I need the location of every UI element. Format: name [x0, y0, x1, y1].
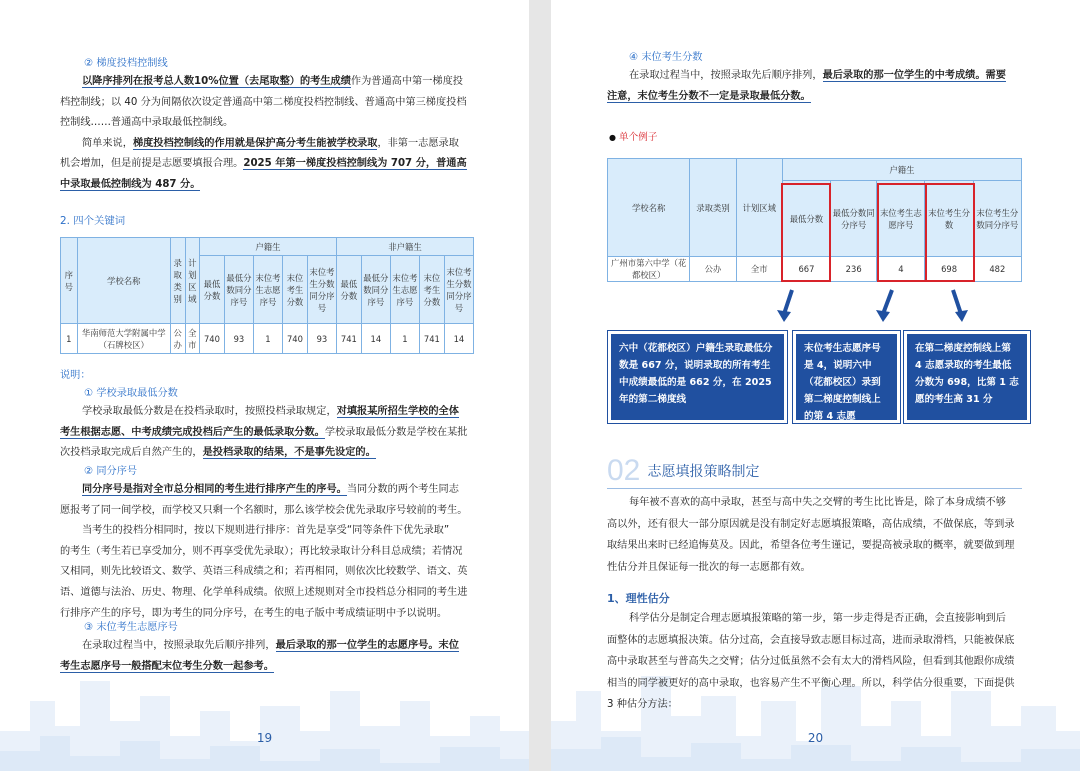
arrow-down-icon: [947, 288, 971, 324]
th-sub: 末位考生志愿序号: [253, 256, 282, 324]
keyword-4-paragraph: 在录取过程当中，按照录取先后顺序排列，最后录取的那一位学生的中考成绩。需要 注意，末位考生分数不一定是录取最低分数。: [607, 70, 1006, 102]
cell: 4: [877, 257, 925, 282]
keyword-2-paragraph: 同分序号是指对全市总分相同的考生进行排序产生的序号。当同分数的两个考生同志 愿报考了同一间学校，而学校又只剩一个名额时，那么该学校会优先录取序号较前的考生。 当考生的投档分相同时，按以下规则进行排序：首先是享受“同等条件下优先录取” 的考生（考生若已享受加分，则不再享受优先录取）；再比较录取计分科目总成绩；若情况 又相同，则先比较语文、数学、英语三科成绩之和；若再相同，则依次比较数学、语文、英 语、道德与法治、历史、物理、化学单科成绩。依照上述规则对全市投档总分相同的考生进 行排序产生的序号，即为考生的同分序号，在考生的电子版中考成绩证明中予以说明。: [60, 484, 468, 619]
section-number: 02: [607, 454, 641, 487]
keyword-4-heading: ④ 末位考生分数: [629, 52, 703, 63]
arrow-down-icon: [874, 288, 898, 324]
estimate-paragraph: 科学估分是制定合理志愿填报策略的第一步，第一步走得是否正确，会直接影响到后 面整体的志愿填报决策。估分过高，会直接导致志愿目标过高，进而录取滑档，只能被保底 高中录取甚至与普高失之交臂；估分过低虽然不会有太大的滑档风险，但看到其他跟你成绩 相当的同学被更好的高中录取，也容易产生不平衡心理。所以，科学估分很重要，下面提供 3 种估分方法：: [607, 613, 1015, 710]
th-area: 计划区域: [185, 238, 200, 324]
strategy-paragraph: 每年被不喜欢的高中录取，甚至与高中失之交臂的考生比比皆是，除了本身成绩不够 高以外，还有很大一部分原因就是没有制定好志愿填报策略，高估成绩，不做保底，等到录 取结果出来时已经追悔莫及。因此，希望各位考生谨记，要提高被录取的概率，就要做到理 性估分并且保证每一批次的每一志愿都有效。: [607, 497, 1015, 573]
th-sub: 末位考生分数: [925, 181, 973, 257]
cell: 741: [419, 324, 444, 354]
th-local: 户籍生: [782, 159, 1021, 181]
th-sub: 末位考生分数: [283, 256, 308, 324]
section-heading-gradient-line: ② 梯度投档控制线: [84, 58, 168, 69]
th-sub: 末位考生志愿序号: [390, 256, 419, 324]
cell: 698: [925, 257, 973, 282]
right-page: [551, 0, 1080, 771]
th-sub: 最低分数同分序号: [831, 181, 877, 257]
th-sub: 末位考生分数同分序号: [444, 256, 473, 324]
th-type: 录取类别: [170, 238, 185, 324]
arrow-down-icon: [776, 288, 800, 324]
cell: 1: [390, 324, 419, 354]
th-sub: 最低分数同分序号: [361, 256, 390, 324]
callout-min-score: 六中（花都校区）户籍生录取最低分数是 667 分，说明录取的所有考生中成绩最低的是 662 分，在 2025 年的第二梯度线: [611, 334, 784, 420]
th-sub: 最低分数: [336, 256, 361, 324]
keyword-2-heading: ② 同分序号: [84, 466, 138, 477]
keywords-heading: 2. 四个关键词: [60, 215, 126, 227]
cell: 1: [253, 324, 282, 354]
th-school: 学校名称: [77, 238, 170, 324]
cell: 全市: [185, 324, 200, 354]
page-number: 19: [256, 731, 273, 745]
th-type: 录取类别: [690, 159, 736, 257]
th-local: 户籍生: [200, 238, 337, 256]
cell: 14: [361, 324, 390, 354]
th-area: 计划区域: [736, 159, 782, 257]
example-label: ● 单个例子: [609, 132, 658, 143]
bullet-icon: ●: [609, 133, 616, 142]
cell-school: 华南师范大学附属中学（石牌校区）: [77, 324, 170, 354]
cell: 667: [782, 257, 830, 282]
gradient-line-paragraph: 以降序排列在报考总人数10%位置（去尾取整）的考生成绩作为普通高中第一梯度投 档控制线；以 40 分为间隔依次设定普通高中第二梯度投档控制线、普通高中第三梯度投档 控制线……普通高中录取最低控制线。 简单来说，梯度投档控制线的作用就是保护高分考生能被学校录取，非第一志愿录取 机会增加，但是前提是志愿要填报合理。2025 年第一梯度投档控制线为 707 分，普通高 中录取最低控制线为 487 分。: [60, 76, 467, 190]
highlight-min-score: [781, 183, 831, 282]
th-sub: 最低分数同分序号: [224, 256, 253, 324]
cell: 236: [831, 257, 877, 282]
th-sub: 末位考生分数同分序号: [307, 256, 336, 324]
cell: 740: [200, 324, 225, 354]
keyword-1-paragraph: 学校录取最低分数是在投档录取时，按照投档录取规定，对填报某所招生学校的全体 考生根据志愿、中考成绩完成投档后产生的最低录取分数。学校录取最低分数是学校在某批 次投档录取完成后自然产生的，是投档录取的结果，不是事先设定的。: [60, 406, 468, 459]
left-page: [0, 0, 529, 771]
cell: 14: [444, 324, 473, 354]
keyword-3-paragraph: 在录取过程当中，按照录取先后顺序排列，最后录取的那一位学生的志愿序号。末位 考生志愿序号一般搭配末位考生分数一起参考。: [60, 640, 459, 672]
cell: 93: [224, 324, 253, 354]
callout-last-choice: 末位考生志愿序号是 4，说明六中（花都校区）录到第二梯度控制线上的第 4 志愿: [796, 334, 897, 420]
highlight-last-score: [925, 183, 975, 282]
th-sub: 末位考生志愿序号: [877, 181, 925, 257]
cell: 公办: [170, 324, 185, 354]
th-sub: 最低分数: [782, 181, 830, 257]
th-sub: 末位考生分数同分序号: [973, 181, 1021, 257]
th-seq: 序号: [61, 238, 78, 324]
note-label: 说明：: [60, 370, 91, 381]
callout-last-score: 在第二梯度控制线上第 4 志愿录取的考生最低分数为 698，比第 1 志愿的考生高 31 分: [907, 334, 1027, 420]
th-sub: 最低分数: [200, 256, 225, 324]
cell: 740: [283, 324, 308, 354]
section-heading: [607, 454, 759, 486]
admission-table-left: [60, 237, 474, 354]
keyword-1-heading: ① 学校录取最低分数: [84, 388, 178, 399]
cell: 公办: [690, 257, 736, 282]
cell-school: 广州市第六中学（花都校区）: [608, 257, 690, 282]
cell: 1: [61, 324, 78, 354]
cell: 全市: [736, 257, 782, 282]
highlight-last-choice: [877, 183, 927, 282]
th-nonlocal: 非户籍生: [336, 238, 473, 256]
cell: 482: [973, 257, 1021, 282]
cell: 93: [307, 324, 336, 354]
th-school: 学校名称: [608, 159, 690, 257]
section-title: 志愿填报策略制定: [647, 464, 760, 480]
section-divider: [607, 488, 1022, 489]
th-sub: 末位考生分数: [419, 256, 444, 324]
subheading-rational-estimate: 1、理性估分: [607, 592, 670, 605]
page-number: 20: [807, 731, 824, 745]
cell: 741: [336, 324, 361, 354]
keyword-3-heading: ③ 末位考生志愿序号: [84, 622, 178, 633]
